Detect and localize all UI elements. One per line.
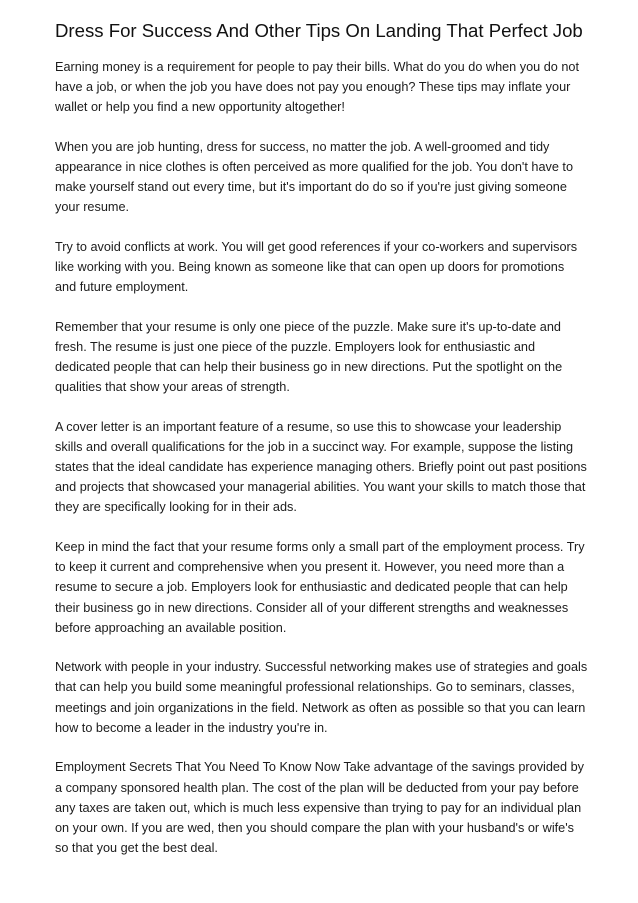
paragraph-dress-for-success: When you are job hunting, dress for success, no matter the job. A well-groomed and tidy appearance in nice clothes is often perceived as more qualified for the job. You don't have to make yourself stand out every time, but it's important do do so if you're just giving someone your resume. (55, 139, 574, 215)
paragraph-resume-process: Keep in mind the fact that your resume forms only a small part of the employment process. Try to keep it current and comprehensive when you present it. However, you need more than a resume to secure a job. Employers look for enthusiastic and dedicated people that can help their business go in new directions. Consider all of your different strengths and weaknesses before approaching an available position. (55, 540, 585, 635)
paragraph-cover-letter: A cover letter is an important feature of a resume, so use this to showcase your leadership skills and overall qualifications for the job in a succinct way. For example, suppose the listing states that the ideal candidate has experience managing others. Briefly point out past positions and projects that showcased your managerial abilities. You want your skills to match those that they are specifically looking for in their ads. (55, 420, 587, 515)
paragraph-health-plan: Employment Secrets That You Need To Know Now Take advantage of the savings provided by a company sponsored health plan. The cost of the plan will be deducted from your pay before any taxes are taken out, which is much less expensive than trying to pay for an individual plan on your own. If you are wed, then you should compare the plan with your husband's or wife's so that you get the best deal. (55, 760, 584, 855)
paragraph-resume-puzzle: Remember that your resume is only one piece of the puzzle. Make sure it's up-to-date and fresh. The resume is just one piece of the puzzle. Employers look for enthusiastic and dedicated people that can help their business go in new directions. Put the spotlight on the qualities that show your areas of strength. (55, 320, 563, 395)
paragraph-avoid-conflicts: Try to avoid conflicts at work. You will get good references if your co-workers and supervisors like working with you. Being known as someone like that can open up doors for promotions and future employment. (55, 240, 578, 295)
document-page (55, 20, 588, 878)
document-title: Dress For Success And Other Tips On Landing That Perfect Job (55, 20, 583, 41)
paragraph-earning-money: Earning money is a requirement for people to pay their bills. What do you do when you do not have a job, or when the job you have does not pay you enough? These tips may inflate your wallet or help you find a new opportunity altogether! (55, 60, 580, 115)
paragraph-networking: Network with people in your industry. Successful networking makes use of strategies and goals that can help you build some meaningful professional relationships. Go to seminars, classes, meetings and join organizations in the field. Network as often as possible so that you can learn how to become a leader in the industry you're in. (55, 660, 588, 735)
